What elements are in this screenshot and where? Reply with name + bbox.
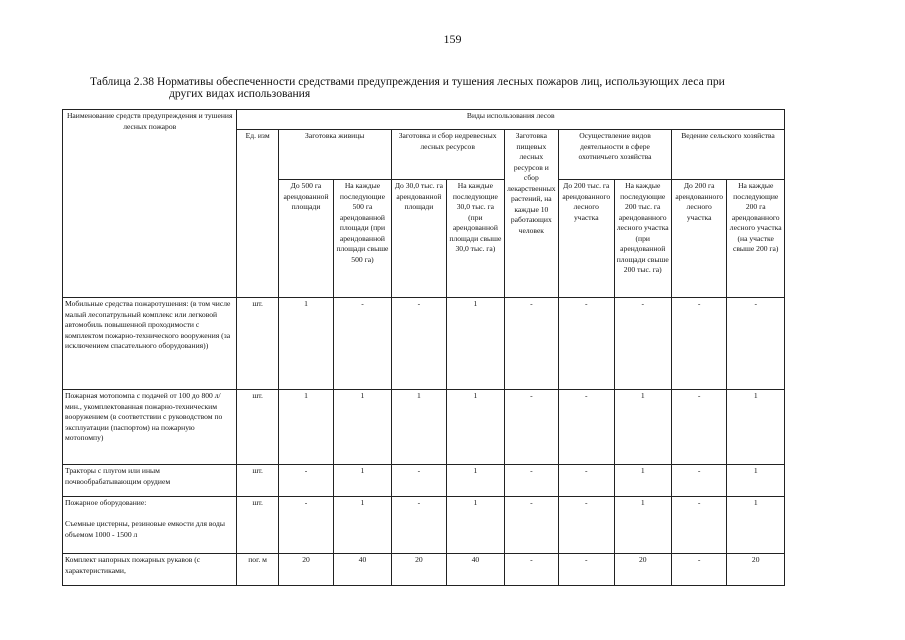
header-subcol: На каждые последующие 200 тыс. га арендованного лесного участка (при арендованной площади свыше 200 тыс. га) — [614, 180, 671, 298]
caption-line-2: других видах использования — [169, 87, 311, 100]
row-value-cell: - — [278, 465, 333, 497]
row-name-cell: Тракторы с плугом или иным почвообрабатывающим орудием — [63, 465, 237, 497]
row-name-cell: Комплект напорных пожарных рукавов (с характеристиками, — [63, 554, 237, 586]
row-value-cell: 1 — [447, 390, 504, 465]
row-unit-cell: пог. м — [237, 554, 278, 586]
header-group-resin: Заготовка живицы — [278, 130, 391, 180]
row-value-cell: - — [727, 298, 785, 390]
row-value-cell: 1 — [447, 497, 504, 554]
row-unit-cell: шт. — [237, 497, 278, 554]
header-group-hunting: Осуществление видов деятельности в сфере охотничьего хозяйства — [559, 130, 672, 180]
row-value-cell: - — [334, 298, 391, 390]
caption-line-1: Таблица 2.38 Нормативы обеспеченности средствами предупреждения и тушения лесных пожаров лиц, использующих леса при — [90, 75, 725, 88]
header-group-nontimber: Заготовка и сбор недревесных лесных ресурсов — [391, 130, 504, 180]
table-row — [63, 554, 785, 586]
row-value-cell: 1 — [727, 497, 785, 554]
row-value-cell: - — [559, 390, 614, 465]
header-types-title: Виды использования лесов — [237, 110, 785, 130]
table-row — [63, 497, 785, 554]
row-value-cell: 1 — [334, 497, 391, 554]
row-value-cell: - — [391, 465, 446, 497]
row-value-cell: 20 — [391, 554, 446, 586]
row-value-cell: - — [391, 298, 446, 390]
header-group-food-resources: Заготовка пищевых лесных ресурсов и сбор лекарственных растений, на каждые 10 работающих человек — [504, 130, 558, 298]
header-subcol: До 30,0 тыс. га арендованной площади — [391, 180, 446, 298]
row-value-cell: - — [671, 298, 726, 390]
row-value-cell: - — [671, 390, 726, 465]
header-name-column: Наименование средств предупреждения и тушения лесных пожаров — [63, 110, 237, 298]
row-unit-cell: шт. — [237, 465, 278, 497]
row-value-cell: - — [278, 497, 333, 554]
row-value-cell: 1 — [391, 390, 446, 465]
row-value-cell: - — [504, 497, 558, 554]
row-value-cell: 20 — [727, 554, 785, 586]
header-subcol: До 200 тыс. га арендованного лесного участка — [559, 180, 614, 298]
row-value-cell: 1 — [447, 298, 504, 390]
row-value-cell: - — [671, 465, 726, 497]
header-subcol: На каждые последующие 30,0 тыс. га (при арендованной площади свыше 30,0 тыс. га) — [447, 180, 504, 298]
row-value-cell: 1 — [447, 465, 504, 497]
row-unit-cell: шт. — [237, 390, 278, 465]
row-value-cell: - — [671, 554, 726, 586]
row-value-cell: - — [671, 497, 726, 554]
header-subcol: До 200 га арендованного лесного участка — [671, 180, 726, 298]
row-value-cell: - — [614, 298, 671, 390]
row-value-cell: - — [559, 298, 614, 390]
row-value-cell: - — [559, 465, 614, 497]
header-subcol: До 500 га арендованной площади — [278, 180, 333, 298]
header-subcol: На каждые последующие 500 га арендованной площади (при арендованной площади свыше 500 га) — [334, 180, 391, 298]
row-value-cell: 1 — [334, 465, 391, 497]
row-value-cell: - — [504, 390, 558, 465]
norms-table — [62, 109, 785, 586]
row-name-cell: Мобильные средства пожаротушения: (в том числе малый лесопатрульный комплекс или легковой автомобиль повышенной проходимости с комплектом пожарно-технического вооружения (за исключением спасательного оборудования)) — [63, 298, 237, 390]
row-value-cell: 40 — [447, 554, 504, 586]
table-row — [63, 390, 785, 465]
row-name-cell: Пожарная мотопомпа с подачей от 100 до 800 л/мин., укомплектованная пожарно-техническим вооружением (в соответствии с руководством по эксплуатации (паспортом) на пожарную мотопомпу) — [63, 390, 237, 465]
row-value-cell: - — [504, 554, 558, 586]
row-value-cell: 1 — [278, 390, 333, 465]
row-value-cell: 1 — [727, 390, 785, 465]
row-value-cell: 1 — [727, 465, 785, 497]
header-unit-column: Ед. изм — [237, 130, 278, 298]
row-unit-cell: шт. — [237, 298, 278, 390]
table-row — [63, 298, 785, 390]
row-value-cell: - — [559, 554, 614, 586]
table-row — [63, 465, 785, 497]
row-value-cell: 40 — [334, 554, 391, 586]
table-body — [63, 298, 785, 586]
row-value-cell: - — [559, 497, 614, 554]
row-value-cell: 1 — [614, 465, 671, 497]
row-value-cell: - — [391, 497, 446, 554]
header-subcol: На каждые последующие 200 га арендованного лесного участка (на участке свыше 200 га) — [727, 180, 785, 298]
row-value-cell: 1 — [278, 298, 333, 390]
row-value-cell: 20 — [278, 554, 333, 586]
page-number: 159 — [443, 32, 462, 46]
table-caption — [90, 76, 850, 100]
header-group-agriculture: Ведение сельского хозяйства — [671, 130, 784, 180]
row-value-cell: 1 — [614, 497, 671, 554]
row-value-cell: - — [504, 465, 558, 497]
row-value-cell: 1 — [614, 390, 671, 465]
row-value-cell: 20 — [614, 554, 671, 586]
row-value-cell: - — [504, 298, 558, 390]
row-name-cell: Пожарное оборудование: Съемные цистерны, резиновые емкости для воды объемом 1000 - 1500 л — [63, 497, 237, 554]
row-value-cell: 1 — [334, 390, 391, 465]
